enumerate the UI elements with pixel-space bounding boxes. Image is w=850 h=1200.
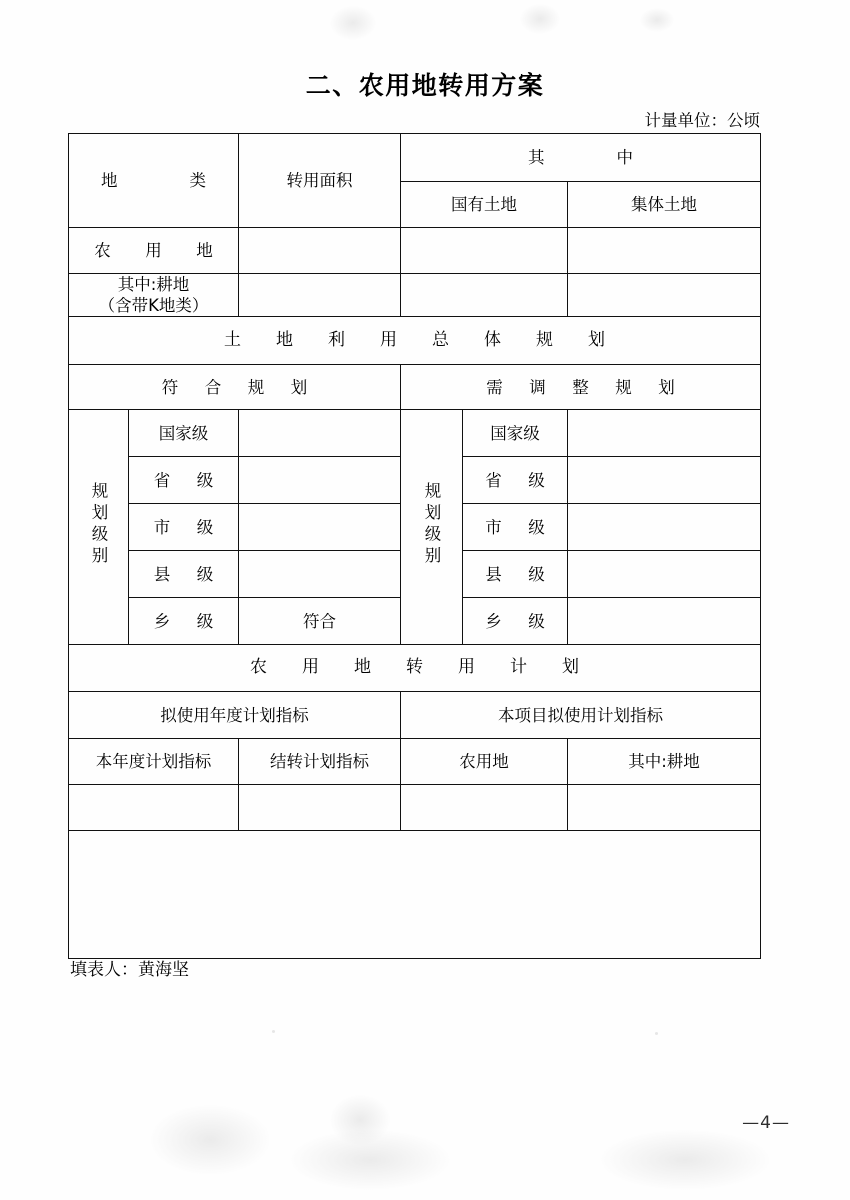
conform-level-county: 县 级 [129,551,239,598]
conform-value-provincial[interactable] [239,457,401,504]
table-row-cultivated-land [69,274,761,317]
conform-level-label-cell [69,410,129,645]
page-number: —4— [742,1113,790,1133]
header-land-type: 地 类 [69,134,239,228]
adjust-level-township: 乡 级 [463,598,568,645]
table-row-agricultural-land [69,228,761,274]
cell-agricultural-collective[interactable] [568,228,761,274]
plan-level-row [69,410,761,457]
scan-artifact [330,1095,390,1145]
header-state-owned-land: 国有土地 [401,182,568,228]
cell-agricultural-converted-area[interactable] [239,228,401,274]
adjust-level-provincial: 省 级 [463,457,568,504]
quota-value-current-year[interactable] [69,785,239,831]
quota-value-cultivated-land[interactable] [568,785,761,831]
farmland-conversion-table [68,133,761,959]
section-title-conversion-plan: 农 用 地 转 用 计 划 [69,645,761,692]
conform-level-city: 市 级 [129,504,239,551]
plan-group-header-row [69,365,761,410]
form-filler-label: 填表人：黄海坚 [70,960,189,980]
scan-artifact [290,1130,450,1190]
adjust-value-provincial[interactable] [568,457,761,504]
table-header-row [69,134,761,182]
adjust-value-city[interactable] [568,504,761,551]
header-of-which: 其 中 [401,134,761,182]
conform-level-provincial: 省 级 [129,457,239,504]
scan-artifact [272,1030,275,1033]
adjust-level-national: 国家级 [463,410,568,457]
conform-level-label: 规划级别 [89,481,109,568]
adjust-level-label-cell [401,410,463,645]
cell-cultivated-state-owned[interactable] [401,274,568,317]
conform-value-township[interactable]: 符合 [239,598,401,645]
quota-col-carryover: 结转计划指标 [239,739,401,785]
section-title-overall-plan: 土 地 利 用 总 体 规 划 [69,317,761,365]
page-title: 二、农用地转用方案 [305,71,545,100]
section-title-overall-plan-row [69,317,761,365]
adjust-value-township[interactable] [568,598,761,645]
adjust-value-national[interactable] [568,410,761,457]
notes-row [69,831,761,959]
row-label-cultivated-line2: （含带K地类） [98,296,209,316]
quota-group-annual: 拟使用年度计划指标 [69,692,401,739]
section-title-conversion-plan-row [69,645,761,692]
quota-value-row [69,785,761,831]
conform-value-national[interactable] [239,410,401,457]
cell-cultivated-collective[interactable] [568,274,761,317]
adjust-level-county: 县 级 [463,551,568,598]
header-converted-area: 转用面积 [239,134,401,228]
adjust-level-label: 规划级别 [422,481,442,568]
scan-artifact [330,6,376,40]
adjust-value-county[interactable] [568,551,761,598]
quota-col-current-year: 本年度计划指标 [69,739,239,785]
conform-value-county[interactable] [239,551,401,598]
plan-group-conform: 符 合 规 划 [69,365,401,410]
plan-group-adjust: 需 调 整 规 划 [401,365,761,410]
measurement-unit-note: 计量单位：公顷 [644,111,760,130]
quota-group-header-row [69,692,761,739]
conform-level-national: 国家级 [129,410,239,457]
quota-col-cultivated-land: 其中:耕地 [568,739,761,785]
scan-artifact [655,1032,658,1035]
quota-column-header-row [69,739,761,785]
conform-level-township: 乡 级 [129,598,239,645]
scan-artifact [150,1105,270,1175]
cell-agricultural-state-owned[interactable] [401,228,568,274]
quota-col-agricultural-land: 农用地 [401,739,568,785]
scan-artifact [600,1130,770,1190]
conform-value-city[interactable] [239,504,401,551]
header-collective-land: 集体土地 [568,182,761,228]
notes-area[interactable] [69,831,761,959]
quota-value-agricultural-land[interactable] [401,785,568,831]
quota-value-carryover[interactable] [239,785,401,831]
quota-group-project: 本项目拟使用计划指标 [401,692,761,739]
cell-cultivated-converted-area[interactable] [239,274,401,317]
row-label-cultivated-line1: 其中:耕地 [117,275,190,294]
row-label-cultivated-land [69,274,239,317]
row-label-agricultural-land: 农 用 地 [69,228,239,274]
adjust-level-city: 市 级 [463,504,568,551]
scan-artifact [640,8,674,32]
scan-artifact [520,4,560,34]
